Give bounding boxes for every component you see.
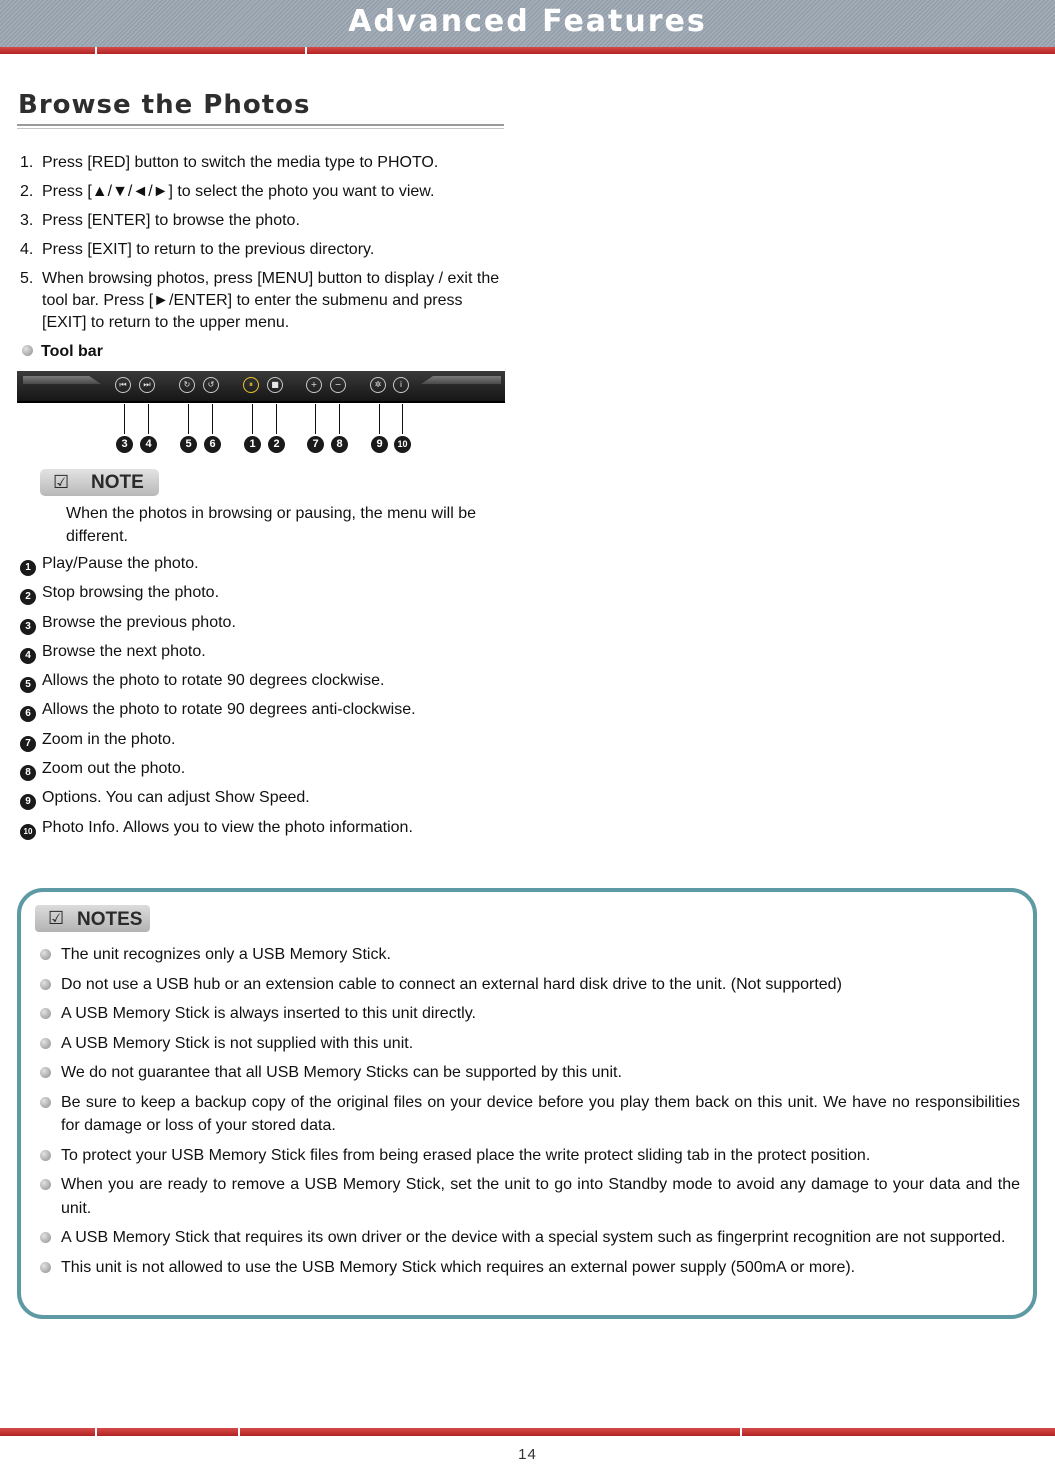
- notes-badge: [35, 905, 150, 932]
- list-item: Do not use a USB hub or an extension cable to connect an external hard disk drive to the unit. (Not supported): [40, 973, 1020, 997]
- list-item: 8 Zoom out the photo.: [20, 758, 416, 787]
- bullet-icon: [40, 1038, 51, 1049]
- callout-leader: [276, 404, 277, 434]
- rotate-clockwise-icon[interactable]: ↻: [179, 377, 195, 393]
- notes-label: NOTES: [77, 909, 143, 930]
- note-text: When the photos in browsing or pausing, the menu will be different.: [66, 505, 477, 545]
- list-item: Be sure to keep a backup copy of the original files on your device before you play them back on this unit. We have no responsibilities for damage or loss of your stored data.: [40, 1091, 1020, 1138]
- step-item: 3. Press [ENTER] to browse the photo.: [20, 212, 300, 229]
- callout-leader: [212, 404, 213, 434]
- note-badge: [40, 469, 159, 496]
- stop-icon[interactable]: ■: [267, 377, 283, 393]
- title-rule: [17, 124, 504, 126]
- callout-2: 2: [268, 436, 285, 453]
- list-item: 2 Stop browsing the photo.: [20, 582, 416, 611]
- step-item: 2. Press [▲/▼/◄/►] to select the photo you want to view.: [20, 183, 435, 200]
- list-item: 6 Allows the photo to rotate 90 degrees anti-clockwise.: [20, 699, 416, 728]
- list-item: 5 Allows the photo to rotate 90 degrees clockwise.: [20, 670, 416, 699]
- bullet-icon: [40, 1179, 51, 1190]
- photo-info-icon[interactable]: i: [393, 377, 409, 393]
- list-item: To protect your USB Memory Stick files from being erased place the write protect sliding tab in the protect position.: [40, 1144, 1020, 1168]
- step-item: 5. When browsing photos, press [MENU] button to display / exit the tool bar. Press [►/ENTER] to enter the submenu and press [EXIT] to return to the upper menu.: [20, 270, 500, 331]
- play-pause-icon[interactable]: ⏸: [243, 377, 259, 393]
- zoom-in-icon[interactable]: +: [306, 377, 322, 393]
- page-number: 14: [518, 1446, 537, 1463]
- header-accent-bar: [0, 47, 1055, 54]
- toolbar-label: Tool bar: [22, 343, 103, 361]
- callout-1: 1: [244, 436, 261, 453]
- callout-leader: [315, 404, 316, 434]
- checkbox-icon: ☑: [53, 472, 70, 492]
- header-title: Advanced Features: [348, 4, 707, 39]
- bullet-icon: [40, 1262, 51, 1273]
- function-list: [20, 553, 416, 846]
- bullet-icon: [40, 1067, 51, 1078]
- callout-leader: [124, 404, 125, 434]
- section-title: Browse the Photos: [18, 90, 311, 120]
- toolbar-right-wing: [421, 376, 501, 384]
- footer-accent-bar: [0, 1428, 1055, 1436]
- bullet-icon: [40, 1232, 51, 1243]
- callout-leader: [402, 404, 403, 434]
- rotate-anticlockwise-icon[interactable]: ↺: [203, 377, 219, 393]
- notes-list: [40, 943, 1020, 1285]
- list-item: A USB Memory Stick that requires its own driver or the device with a special system such as fingerprint recognition are not supported.: [40, 1226, 1020, 1250]
- checkbox-icon: ☑: [48, 908, 65, 928]
- list-item: 4 Browse the next photo.: [20, 641, 416, 670]
- list-item: 9 Options. You can adjust Show Speed.: [20, 787, 416, 816]
- bullet-icon: [40, 1008, 51, 1019]
- callout-10: 10: [394, 436, 411, 453]
- callout-3: 3: [116, 436, 133, 453]
- list-item: 7 Zoom in the photo.: [20, 729, 416, 758]
- list-item: 1 Play/Pause the photo.: [20, 553, 416, 582]
- previous-photo-icon[interactable]: ⏮: [115, 377, 131, 393]
- callout-leader: [252, 404, 253, 434]
- callout-4: 4: [140, 436, 157, 453]
- callout-leader: [148, 404, 149, 434]
- toolbar-left-wing: [23, 376, 101, 384]
- list-item: 3 Browse the previous photo.: [20, 612, 416, 641]
- step-item: 4. Press [EXIT] to return to the previous directory.: [20, 241, 375, 258]
- list-item: When you are ready to remove a USB Memory Stick, set the unit to go into Standby mode to avoid any damage to your data and the unit.: [40, 1173, 1020, 1220]
- callout-8: 8: [331, 436, 348, 453]
- callout-5: 5: [180, 436, 197, 453]
- list-item: This unit is not allowed to use the USB Memory Stick which requires an external power supply (500mA or more).: [40, 1256, 1020, 1280]
- list-item: A USB Memory Stick is always inserted to this unit directly.: [40, 1002, 1020, 1026]
- bullet-icon: [40, 1150, 51, 1161]
- note-label: NOTE: [91, 472, 144, 493]
- callout-leader: [188, 404, 189, 434]
- callout-9: 9: [371, 436, 388, 453]
- callout-leader: [379, 404, 380, 434]
- bullet-icon: [22, 345, 33, 356]
- title-rule-thin: [17, 128, 504, 129]
- callout-leader: [339, 404, 340, 434]
- list-item: We do not guarantee that all USB Memory Sticks can be supported by this unit.: [40, 1061, 1020, 1085]
- bullet-icon: [40, 949, 51, 960]
- callout-7: 7: [307, 436, 324, 453]
- next-photo-icon[interactable]: ⏭: [139, 377, 155, 393]
- page-header: [0, 0, 1055, 48]
- bullet-icon: [40, 979, 51, 990]
- options-icon[interactable]: ✲: [370, 377, 386, 393]
- list-item: A USB Memory Stick is not supplied with this unit.: [40, 1032, 1020, 1056]
- steps-list: [20, 152, 510, 341]
- bullet-icon: [40, 1097, 51, 1108]
- list-item: 10 Photo Info. Allows you to view the photo information.: [20, 817, 416, 846]
- zoom-out-icon[interactable]: −: [330, 377, 346, 393]
- step-item: 1. Press [RED] button to switch the media type to PHOTO.: [20, 154, 439, 171]
- callout-6: 6: [204, 436, 221, 453]
- photo-toolbar: [17, 371, 505, 403]
- list-item: The unit recognizes only a USB Memory Stick.: [40, 943, 1020, 967]
